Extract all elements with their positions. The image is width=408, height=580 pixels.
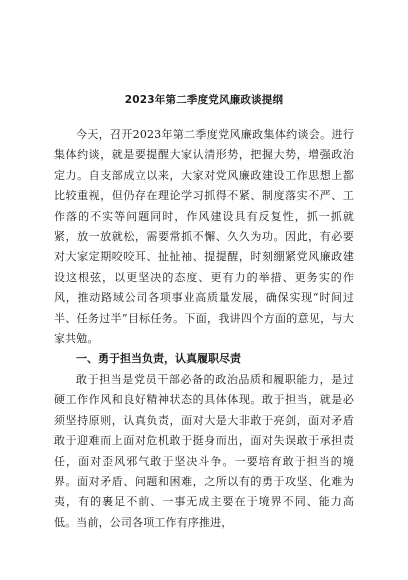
intro-paragraph: 今天，召开2023年第二季度党风廉政集体约谈会。进行集体约谈，就是要提醒大家认清形势，把握大势，增强政治定力。自支部成立以来，大家对党风廉政建设工作思想上都比较重视，但仍存在理论学习抓得不紧、制度落实不严、工作落的不实等问题同时，作风建设具有反复性，抓一抓就紧，放一放就松，需要常抓不懈、久久为功。因此，有必要对大家定期咬咬耳、扯扯袖、提提醒，时刻绷紧党风廉政建设这根弦，以更坚决的态度、更有力的举措、更务实的作风，推动路域公司各项事业高质量发展，确保实现“时间过半、任务过半”目标任务。下面，我讲四个方面的意见，与大家共勉。: [54, 128, 354, 346]
document-title: 2023年第二季度党风廉政谈提纲: [124, 94, 284, 106]
section-heading-1: 一、勇于担当负责，认真履职尽责: [76, 352, 241, 366]
section-1-paragraph: 敢于担当是党员干部必备的政治品质和履职能力，是过硬工作作风和良好精神状态的具体体现。敢于担当，就是必须坚持原则，认真负责，面对大是大非敢于亮剑，面对矛盾敢于迎难而上面对危机敢于挺身而出，面对失误敢于承担责任，面对歪风邪气敢于坚决斗争。一要培育敢于担当的境界。面对矛盾、问题和困难，之所以有的勇于攻坚、化难为夷，有的裹足不前、一事无成主要在于境界不同、能力高低。当前，公司各项工作有序推进，: [54, 372, 354, 529]
